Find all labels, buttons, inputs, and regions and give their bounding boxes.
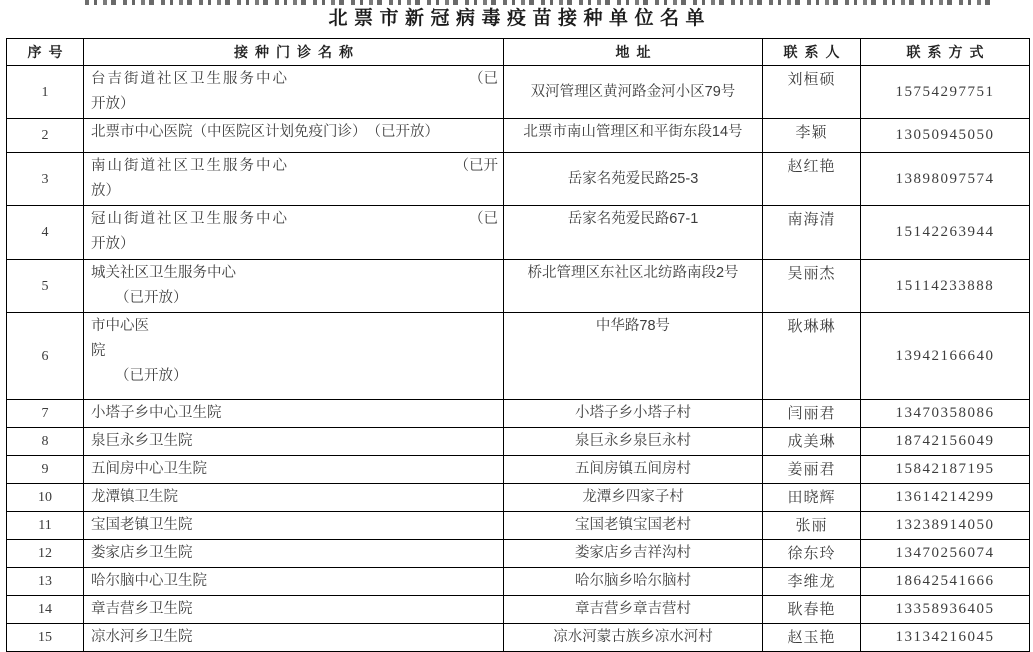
cell-contact-person: 赵红艳 <box>763 153 861 206</box>
column-header-phone: 联系方式 <box>861 39 1030 66</box>
cell-contact-person: 赵玉艳 <box>763 624 861 652</box>
cell-address: 小塔子乡小塔子村 <box>504 400 763 428</box>
cell-address: 北票市南山管理区和平街东段14号 <box>504 119 763 153</box>
clinic-name-line: 泉巨永乡卫生院 <box>91 433 193 449</box>
cell-phone-number: 18742156049 <box>861 428 1030 456</box>
cell-contact-person: 成美琳 <box>763 428 861 456</box>
cell-address: 双河管理区黄河路金河小区79号 <box>504 66 763 119</box>
cell-clinic-name <box>84 119 504 153</box>
table-row <box>7 484 1030 512</box>
clipped-text-line <box>85 0 990 5</box>
cell-contact-person: 吴丽杰 <box>763 260 861 313</box>
clinic-name-line: 城关社区卫生服务中心 <box>91 265 236 281</box>
table-row <box>7 540 1030 568</box>
cell-phone-number: 13134216045 <box>861 624 1030 652</box>
cell-address: 哈尔脑乡哈尔脑村 <box>504 568 763 596</box>
cell-phone-number: 13898097574 <box>861 153 1030 206</box>
cell-clinic-name <box>84 428 504 456</box>
column-header-no: 序号 <box>7 39 84 66</box>
cell-phone-number: 13050945050 <box>861 119 1030 153</box>
cell-clinic-name <box>84 66 504 119</box>
cell-address: 五间房镇五间房村 <box>504 456 763 484</box>
clinic-name-line: （已开放） <box>115 290 188 306</box>
cell-row-number: 10 <box>7 484 84 512</box>
cell-address: 泉巨永乡泉巨永村 <box>504 428 763 456</box>
clinic-name-line: 凉水河乡卫生院 <box>91 629 193 645</box>
cell-contact-person: 耿琳琳 <box>763 313 861 400</box>
clinic-name-line: 市中心医 <box>91 318 149 334</box>
clinic-name-line: 小塔子乡中心卫生院 <box>91 405 222 421</box>
cell-contact-person: 耿春艳 <box>763 596 861 624</box>
cell-address: 桥北管理区东社区北纺路南段2号 <box>504 260 763 313</box>
cell-clinic-name <box>84 624 504 652</box>
cell-row-number: 13 <box>7 568 84 596</box>
cell-phone-number: 13470256074 <box>861 540 1030 568</box>
cell-contact-person: 李颖 <box>763 119 861 153</box>
table-row <box>7 313 1030 400</box>
clinic-name-line: 开放） <box>91 236 135 252</box>
cell-contact-person: 姜丽君 <box>763 456 861 484</box>
cell-address: 岳家名苑爱民路67-1 <box>504 206 763 260</box>
cell-row-number: 4 <box>7 206 84 260</box>
table-row <box>7 456 1030 484</box>
clinic-name-line: 娄家店乡卫生院 <box>91 545 193 561</box>
cell-address: 凉水河蒙古族乡凉水河村 <box>504 624 763 652</box>
cell-row-number: 3 <box>7 153 84 206</box>
clinic-name-line: 五间房中心卫生院 <box>91 461 207 477</box>
table-row <box>7 624 1030 652</box>
cell-clinic-name <box>84 206 504 260</box>
cell-address: 岳家名苑爱民路25-3 <box>504 153 763 206</box>
cell-contact-person: 闫丽君 <box>763 400 861 428</box>
cell-clinic-name <box>84 456 504 484</box>
clinic-name-line: 开放） <box>91 96 135 112</box>
table-body <box>7 66 1030 652</box>
cell-clinic-name <box>84 568 504 596</box>
cell-phone-number: 13238914050 <box>861 512 1030 540</box>
cell-row-number: 9 <box>7 456 84 484</box>
clinic-name-line: 放） <box>91 183 120 199</box>
clinic-name-line: 南山街道社区卫生服务中心 （已开 <box>91 158 498 174</box>
cell-row-number: 12 <box>7 540 84 568</box>
cell-phone-number: 13358936405 <box>861 596 1030 624</box>
clinic-name-line: 章吉营乡卫生院 <box>91 601 193 617</box>
clinic-name-line: （已开放） <box>115 368 188 384</box>
cell-address: 龙潭乡四家子村 <box>504 484 763 512</box>
cell-phone-number: 15114233888 <box>861 260 1030 313</box>
cell-clinic-name <box>84 596 504 624</box>
cell-row-number: 2 <box>7 119 84 153</box>
cell-address: 章吉营乡章吉营村 <box>504 596 763 624</box>
table-header-row <box>7 39 1030 66</box>
table-row <box>7 512 1030 540</box>
cell-row-number: 6 <box>7 313 84 400</box>
cell-clinic-name <box>84 313 504 400</box>
cell-contact-person: 南海清 <box>763 206 861 260</box>
cell-address: 中华路78号 <box>504 313 763 400</box>
table-row <box>7 66 1030 119</box>
cell-clinic-name <box>84 153 504 206</box>
column-header-contact: 联系人 <box>763 39 861 66</box>
table-row <box>7 400 1030 428</box>
vaccination-units-table <box>6 38 1030 652</box>
cell-contact-person: 李维龙 <box>763 568 861 596</box>
cell-contact-person: 徐东玲 <box>763 540 861 568</box>
cell-clinic-name <box>84 260 504 313</box>
cell-address: 娄家店乡吉祥沟村 <box>504 540 763 568</box>
clinic-name-line: 北票市中心医院（中医院区计划免疫门诊） （已开放） <box>91 124 439 140</box>
table-row <box>7 596 1030 624</box>
table-row <box>7 428 1030 456</box>
clinic-name-line: 冠山街道社区卫生服务中心 （已 <box>91 211 498 227</box>
table-row <box>7 153 1030 206</box>
table-row <box>7 568 1030 596</box>
cell-clinic-name <box>84 484 504 512</box>
cell-row-number: 8 <box>7 428 84 456</box>
clinic-name-line: 台吉街道社区卫生服务中心 （已 <box>91 71 498 87</box>
cell-contact-person: 田晓辉 <box>763 484 861 512</box>
cell-phone-number: 15842187195 <box>861 456 1030 484</box>
cell-phone-number: 13614214299 <box>861 484 1030 512</box>
cell-clinic-name <box>84 512 504 540</box>
cell-row-number: 7 <box>7 400 84 428</box>
cell-phone-number: 15754297751 <box>861 66 1030 119</box>
clinic-name-line: 院 <box>91 343 106 359</box>
clinic-name-line: 龙潭镇卫生院 <box>91 489 178 505</box>
cell-clinic-name <box>84 400 504 428</box>
cell-row-number: 1 <box>7 66 84 119</box>
cell-row-number: 11 <box>7 512 84 540</box>
clinic-name-line: 哈尔脑中心卫生院 <box>91 573 207 589</box>
column-header-address: 地址 <box>504 39 763 66</box>
cell-phone-number: 18642541666 <box>861 568 1030 596</box>
cell-contact-person: 张丽 <box>763 512 861 540</box>
cell-phone-number: 13470358086 <box>861 400 1030 428</box>
column-header-name: 接种门诊名称 <box>84 39 504 66</box>
table-row <box>7 206 1030 260</box>
cell-row-number: 15 <box>7 624 84 652</box>
cell-phone-number: 13942166640 <box>861 313 1030 400</box>
table-row <box>7 119 1030 153</box>
clinic-name-line: 宝国老镇卫生院 <box>91 517 193 533</box>
cell-clinic-name <box>84 540 504 568</box>
cell-address: 宝国老镇宝国老村 <box>504 512 763 540</box>
table-row <box>7 260 1030 313</box>
cell-row-number: 14 <box>7 596 84 624</box>
cell-phone-number: 15142263944 <box>861 206 1030 260</box>
cell-row-number: 5 <box>7 260 84 313</box>
page-title: 北票市新冠病毒疫苗接种单位名单 <box>328 8 711 29</box>
cell-contact-person: 刘桓硕 <box>763 66 861 119</box>
